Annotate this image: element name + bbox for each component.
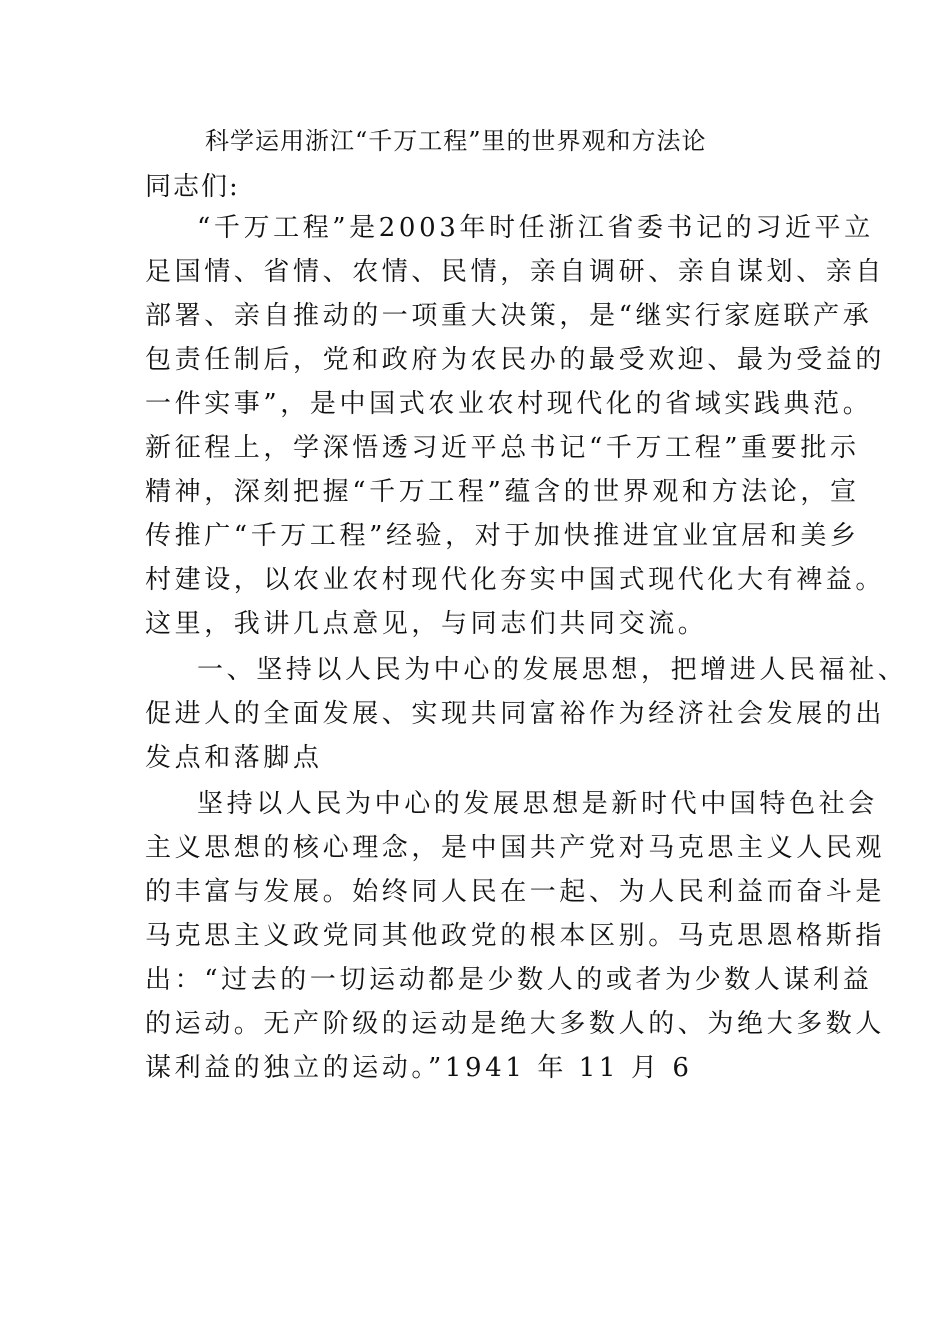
paragraph-line: 的运动。无产阶级的运动是绝大多数人的、为绝大多数人 [145,1009,886,1039]
paragraph-line: 一件实事”，是中国式农业农村现代化的省域实践典范。 [145,389,873,419]
section-heading-line: 促进人的全面发展、实现共同富裕作为经济社会发展的出 [145,699,886,729]
paragraph-line: 马克思主义政党同其他政党的根本区别。马克思恩格斯指 [145,921,886,951]
paragraph-line: 这里，我讲几点意见，与同志们共同交流。 [145,609,708,639]
section-heading-line: 一、坚持以人民为中心的发展思想，把增进人民福祉、 [197,655,908,685]
paragraph-line: “千万工程”是2003年时任浙江省委书记的习近平立 [197,213,874,243]
section-heading-line: 发点和落脚点 [145,743,323,773]
paragraph-line: 谋利益的独立的运动。”1941 年 11 月 6 [145,1053,693,1083]
paragraph-line: 足国情、省情、农情、民情，亲自调研、亲自谋划、亲自 [145,257,886,287]
paragraph-line: 村建设，以农业农村现代化夯实中国式现代化大有裨益。 [145,565,886,595]
paragraph-line: 包责任制后，党和政府为农民办的最受欢迎、最为受益的 [145,345,886,375]
paragraph-line: 传推广“千万工程”经验，对于加快推进宜业宜居和美乡 [145,521,860,551]
paragraph-line: 部署、亲自推动的一项重大决策，是“继实行家庭联产承 [145,301,873,331]
greeting: 同志们: [145,172,240,202]
document-title: 科学运用浙江“千万工程”里的世界观和方法论 [205,127,707,155]
paragraph-line: 的丰富与发展。始终同人民在一起、为人民利益而奋斗是 [145,877,886,907]
paragraph-line: 新征程上，学深悟透习近平总书记“千万工程”重要批示 [145,433,860,463]
paragraph-line: 主义思想的核心理念，是中国共产党对马克思主义人民观 [145,833,886,863]
paragraph-line: 出：“过去的一切运动都是少数人的或者为少数人谋利益 [145,965,873,995]
paragraph-line: 坚持以人民为中心的发展思想是新时代中国特色社会 [197,789,878,819]
paragraph-line: 精神，深刻把握“千万工程”蕴含的世界观和方法论，宣 [145,477,860,507]
